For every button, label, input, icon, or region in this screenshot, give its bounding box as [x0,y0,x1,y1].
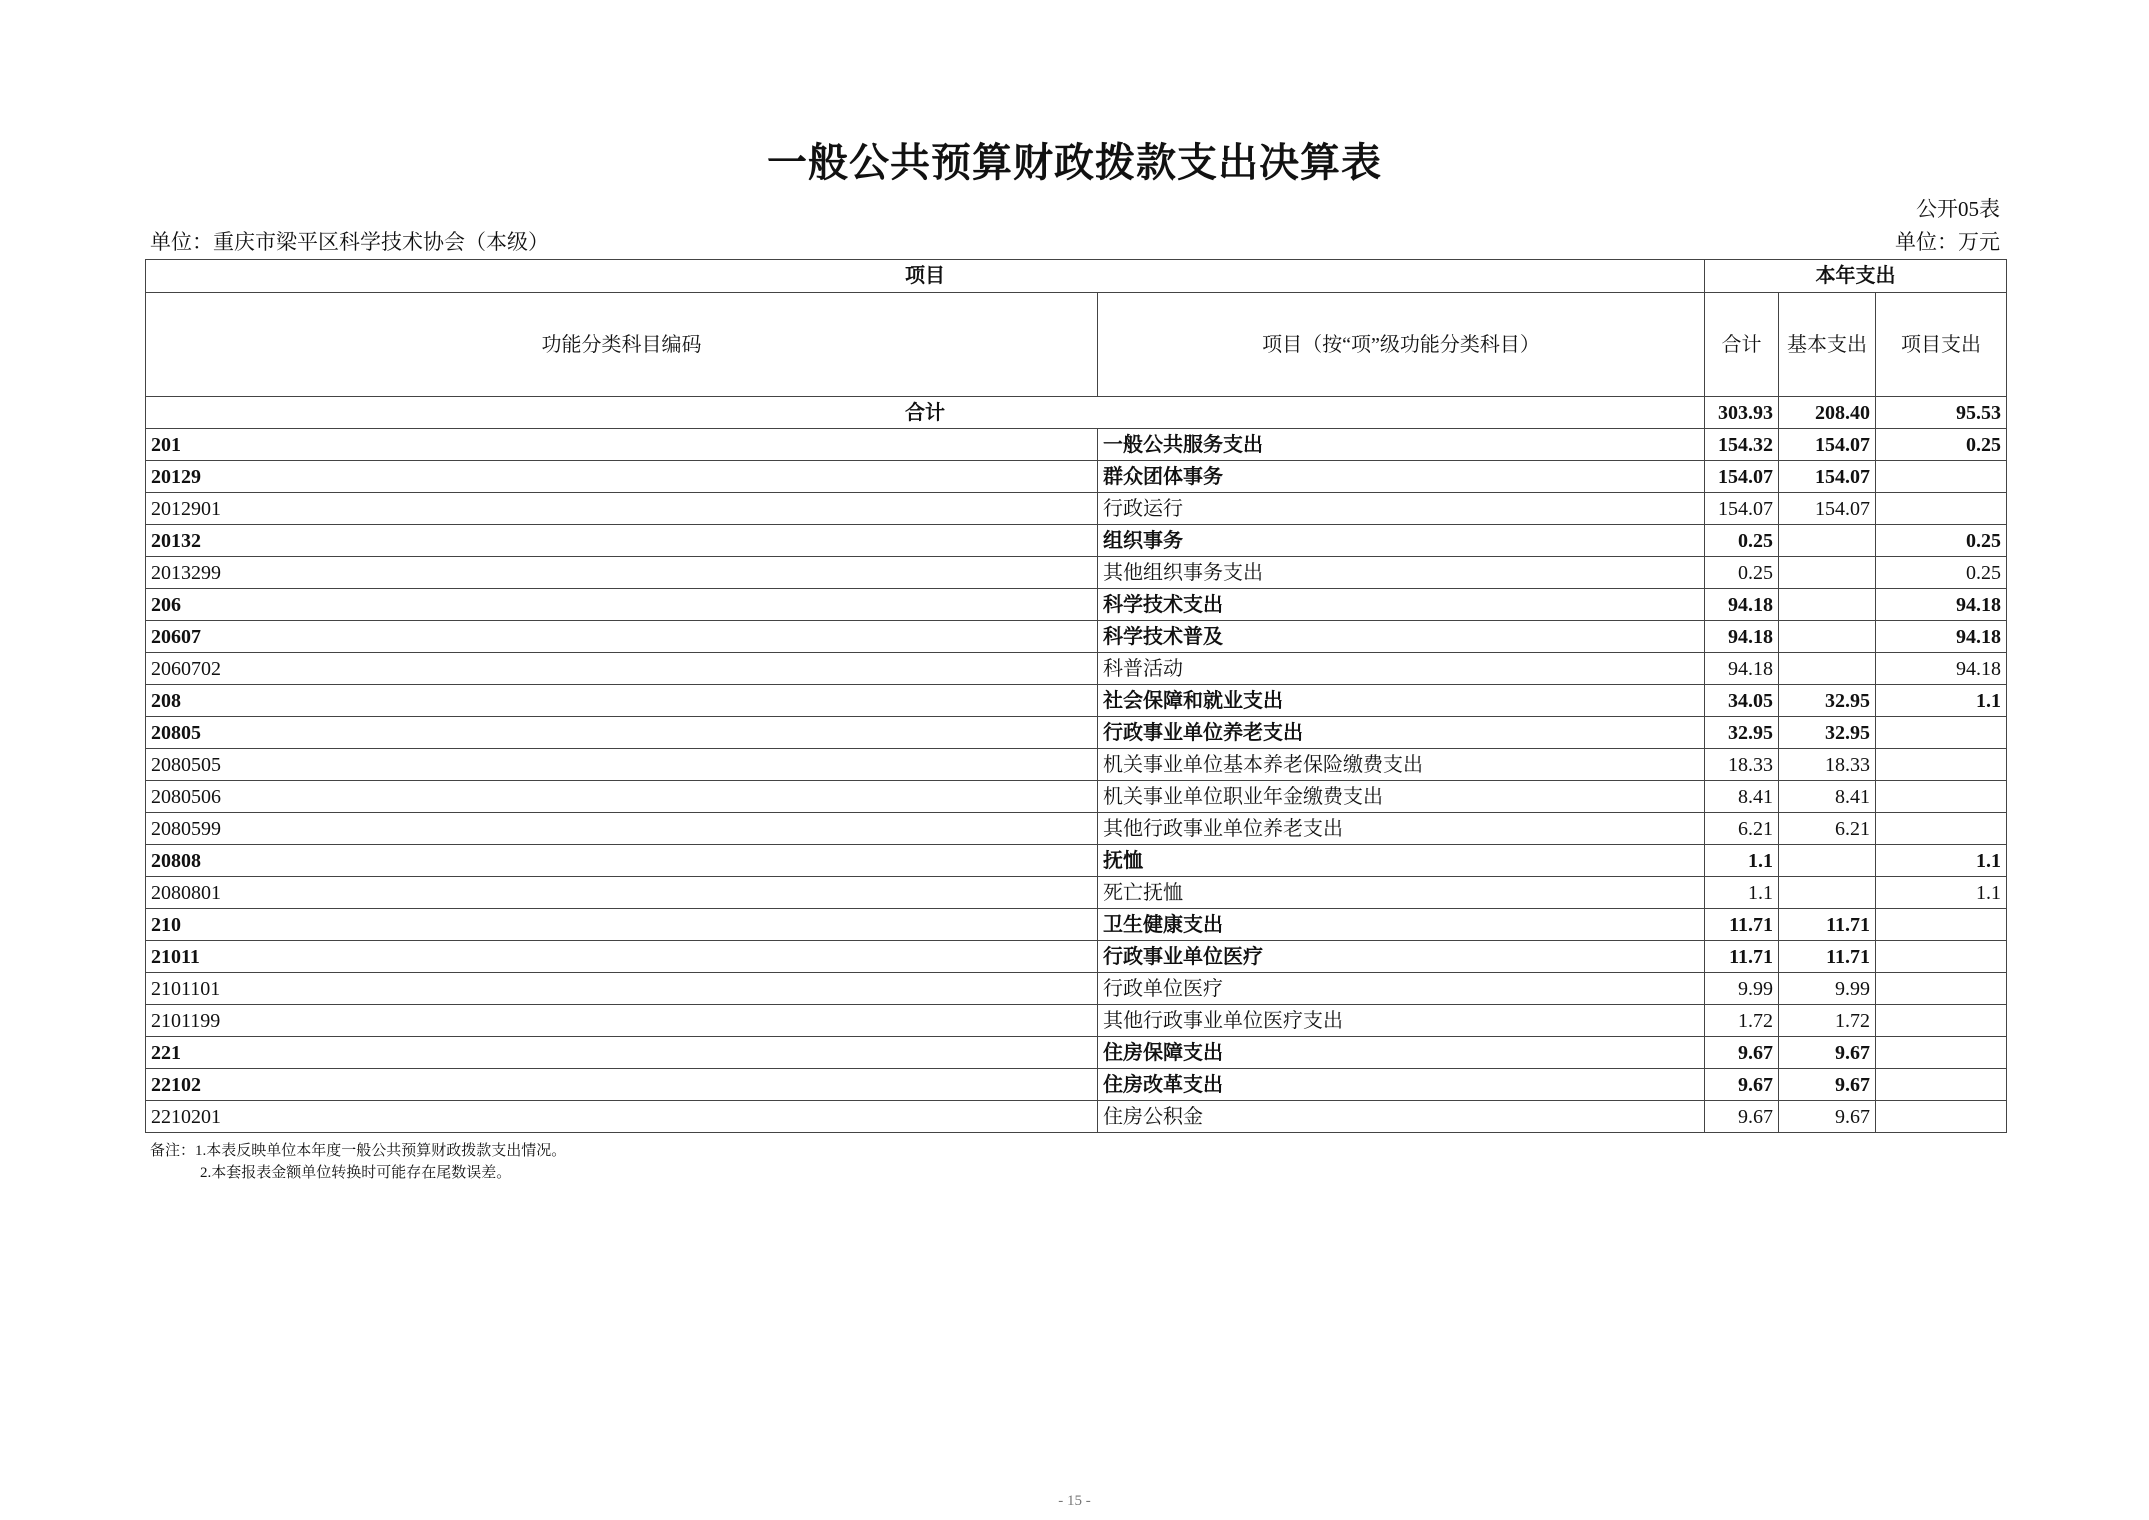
cell-total: 9.67 [1705,1101,1779,1133]
cell-basic: 11.71 [1779,941,1876,973]
cell-basic: 32.95 [1779,717,1876,749]
cell-code: 20805 [146,717,1098,749]
note-line-2: 2.本套报表金额单位转换时可能存在尾数误差。 [200,1165,512,1181]
total-project: 95.53 [1876,397,2007,429]
cell-code: 20808 [146,845,1098,877]
cell-project [1876,1037,2007,1069]
cell-name: 其他行政事业单位医疗支出 [1098,1005,1705,1037]
table-row [146,589,2007,621]
cell-name: 一般公共服务支出 [1098,429,1705,461]
cell-project [1876,1005,2007,1037]
cell-total: 34.05 [1705,685,1779,717]
cell-code: 2210201 [146,1101,1098,1133]
cell-name: 群众团体事务 [1098,461,1705,493]
cell-project [1876,717,2007,749]
cell-project: 94.18 [1876,589,2007,621]
cell-name: 其他组织事务支出 [1098,557,1705,589]
cell-basic [1779,525,1876,557]
cell-project [1876,813,2007,845]
table-body [146,260,2007,1133]
cell-project: 94.18 [1876,653,2007,685]
header-row-group [146,260,2007,293]
cell-code: 201 [146,429,1098,461]
cell-name: 科学技术支出 [1098,589,1705,621]
cell-name: 住房保障支出 [1098,1037,1705,1069]
cell-name: 科学技术普及 [1098,621,1705,653]
table-row [146,813,2007,845]
cell-name: 卫生健康支出 [1098,909,1705,941]
header-total: 合计 [1705,293,1779,397]
header-current-year: 本年支出 [1705,260,2007,293]
cell-name: 住房公积金 [1098,1101,1705,1133]
cell-code: 2101199 [146,1005,1098,1037]
cell-code: 2060702 [146,653,1098,685]
cell-total: 1.72 [1705,1005,1779,1037]
cell-name: 机关事业单位基本养老保险缴费支出 [1098,749,1705,781]
cell-code: 210 [146,909,1098,941]
expenditure-table-container [145,259,2006,1133]
total-basic: 208.40 [1779,397,1876,429]
cell-total: 9.67 [1705,1069,1779,1101]
cell-project: 94.18 [1876,621,2007,653]
cell-total: 1.1 [1705,877,1779,909]
cell-name: 死亡抚恤 [1098,877,1705,909]
cell-basic: 9.67 [1779,1037,1876,1069]
cell-project [1876,909,2007,941]
cell-name: 其他行政事业单位养老支出 [1098,813,1705,845]
table-row [146,429,2007,461]
cell-code: 2101101 [146,973,1098,1005]
cell-project [1876,461,2007,493]
cell-basic: 1.72 [1779,1005,1876,1037]
total-total: 303.93 [1705,397,1779,429]
cell-name: 抚恤 [1098,845,1705,877]
currency-unit: 单位：万元 [1895,230,2000,254]
cell-code: 2012901 [146,493,1098,525]
table-row [146,525,2007,557]
cell-total: 94.18 [1705,589,1779,621]
cell-code: 221 [146,1037,1098,1069]
table-row [146,717,2007,749]
cell-total: 32.95 [1705,717,1779,749]
cell-basic [1779,621,1876,653]
header-item: 项目 [146,260,1705,293]
form-number: 公开05表 [1916,197,2000,221]
cell-project [1876,493,2007,525]
cell-basic: 6.21 [1779,813,1876,845]
cell-name: 组织事务 [1098,525,1705,557]
cell-total: 11.71 [1705,909,1779,941]
cell-project [1876,749,2007,781]
cell-total: 154.32 [1705,429,1779,461]
cell-total: 1.1 [1705,845,1779,877]
table-row [146,621,2007,653]
cell-name: 行政单位医疗 [1098,973,1705,1005]
table-row [146,781,2007,813]
cell-basic [1779,653,1876,685]
cell-total: 11.71 [1705,941,1779,973]
expenditure-table [145,259,2007,1133]
cell-basic: 11.71 [1779,909,1876,941]
cell-code: 20129 [146,461,1098,493]
reporting-unit: 单位：重庆市梁平区科学技术协会（本级） [150,230,549,254]
cell-name: 行政事业单位医疗 [1098,941,1705,973]
cell-project [1876,941,2007,973]
cell-code: 21011 [146,941,1098,973]
cell-code: 208 [146,685,1098,717]
cell-code: 20132 [146,525,1098,557]
cell-project [1876,781,2007,813]
cell-name: 住房改革支出 [1098,1069,1705,1101]
cell-basic: 9.67 [1779,1101,1876,1133]
cell-project [1876,1101,2007,1133]
table-row [146,493,2007,525]
table-row [146,845,2007,877]
table-row [146,749,2007,781]
cell-basic: 154.07 [1779,461,1876,493]
table-row [146,941,2007,973]
cell-code: 2080506 [146,781,1098,813]
table-row [146,557,2007,589]
cell-basic: 18.33 [1779,749,1876,781]
cell-total: 9.67 [1705,1037,1779,1069]
table-row [146,1037,2007,1069]
cell-total: 9.99 [1705,973,1779,1005]
cell-total: 94.18 [1705,653,1779,685]
cell-basic [1779,877,1876,909]
cell-project: 0.25 [1876,429,2007,461]
cell-project: 1.1 [1876,845,2007,877]
table-row [146,1101,2007,1133]
table-row [146,909,2007,941]
table-row [146,877,2007,909]
cell-basic: 32.95 [1779,685,1876,717]
cell-name: 行政事业单位养老支出 [1098,717,1705,749]
header-name: 项目（按“项”级功能分类科目） [1098,293,1705,397]
cell-basic: 8.41 [1779,781,1876,813]
cell-total: 154.07 [1705,461,1779,493]
cell-code: 2080505 [146,749,1098,781]
cell-name: 行政运行 [1098,493,1705,525]
cell-basic: 154.07 [1779,493,1876,525]
cell-code: 20607 [146,621,1098,653]
cell-total: 0.25 [1705,525,1779,557]
cell-code: 2013299 [146,557,1098,589]
total-row [146,397,2007,429]
cell-total: 6.21 [1705,813,1779,845]
cell-code: 2080599 [146,813,1098,845]
table-row [146,973,2007,1005]
cell-name: 社会保障和就业支出 [1098,685,1705,717]
table-row [146,653,2007,685]
cell-basic [1779,557,1876,589]
note-line-1: 备注：1.本表反映单位本年度一般公共预算财政拨款支出情况。 [150,1143,567,1159]
table-row [146,685,2007,717]
cell-basic: 154.07 [1779,429,1876,461]
cell-project: 1.1 [1876,685,2007,717]
page-number: - 15 - [1058,1493,1091,1509]
cell-code: 206 [146,589,1098,621]
total-label: 合计 [146,397,1705,429]
cell-name: 科普活动 [1098,653,1705,685]
cell-basic [1779,589,1876,621]
cell-basic: 9.67 [1779,1069,1876,1101]
cell-total: 18.33 [1705,749,1779,781]
header-code: 功能分类科目编码 [146,293,1098,397]
cell-total: 94.18 [1705,621,1779,653]
cell-code: 2080801 [146,877,1098,909]
header-basic: 基本支出 [1779,293,1876,397]
notes [150,1140,566,1184]
cell-basic [1779,845,1876,877]
cell-total: 8.41 [1705,781,1779,813]
page-title: 一般公共预算财政拨款支出决算表 [767,140,1382,185]
table-row [146,1005,2007,1037]
cell-total: 154.07 [1705,493,1779,525]
cell-project: 1.1 [1876,877,2007,909]
header-row-columns [146,293,2007,397]
table-row [146,1069,2007,1101]
header-project: 项目支出 [1876,293,2007,397]
cell-project [1876,1069,2007,1101]
cell-project: 0.25 [1876,525,2007,557]
cell-project: 0.25 [1876,557,2007,589]
cell-code: 22102 [146,1069,1098,1101]
table-row [146,461,2007,493]
cell-total: 0.25 [1705,557,1779,589]
cell-name: 机关事业单位职业年金缴费支出 [1098,781,1705,813]
cell-project [1876,973,2007,1005]
cell-basic: 9.99 [1779,973,1876,1005]
